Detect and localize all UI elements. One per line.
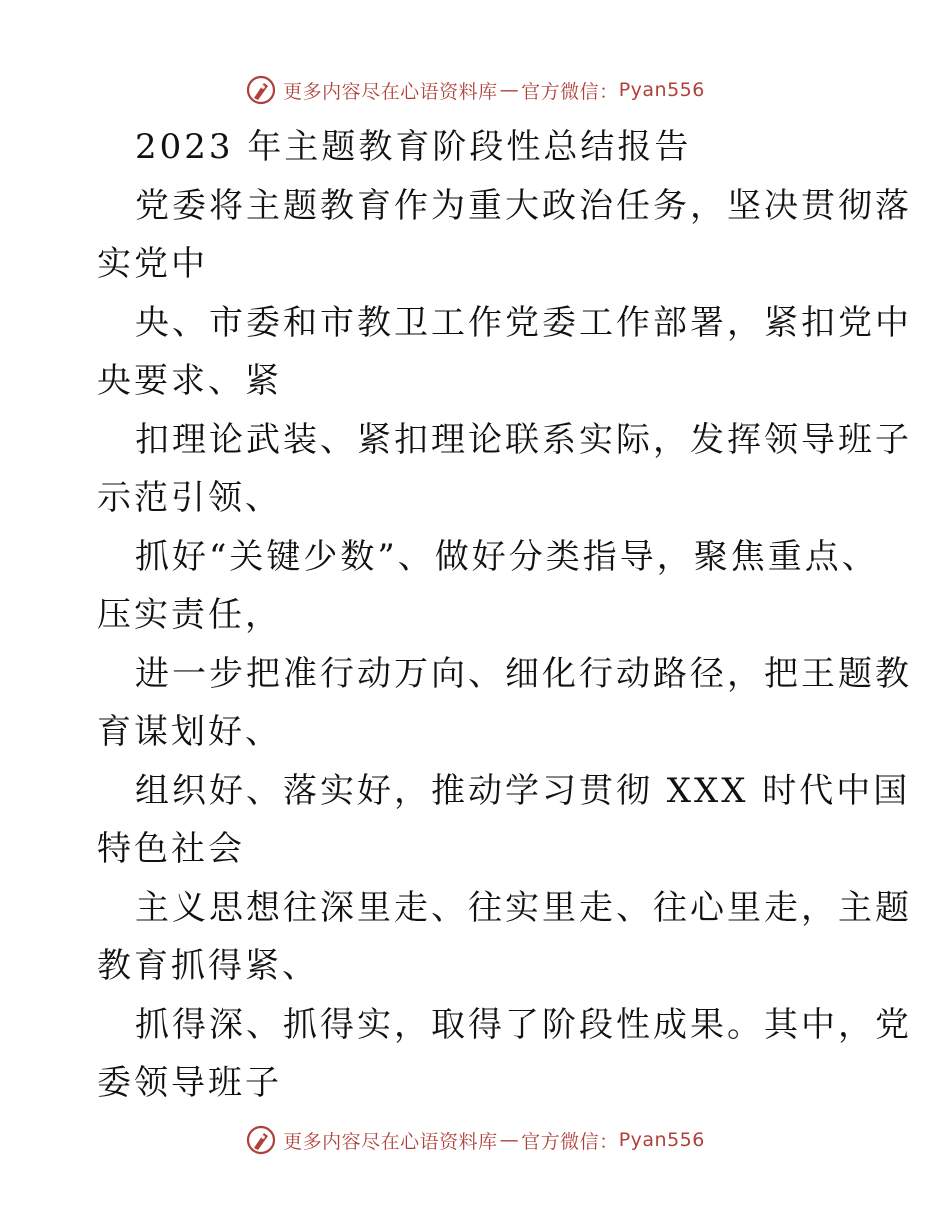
document-body bbox=[97, 118, 912, 1113]
watermark-site-text: 更多内容尽在心语资料库 bbox=[283, 1130, 498, 1153]
paragraph-line: 央、市委和市教卫工作党委工作部署，紧扣党中 bbox=[135, 302, 912, 343]
paragraph-line: 组织好、落实好，推动学习贯彻 XXX 时代中国 bbox=[135, 770, 911, 811]
paragraph-line: 抓得深、抓得实，取得了阶段性成果。其中，党 bbox=[135, 1004, 912, 1045]
paragraph-line: 进一步把准行动万向、细化行动路径，把王题教 bbox=[135, 653, 912, 694]
watermark-wechat-label: 官方微信： bbox=[521, 1130, 619, 1153]
paragraph-line: 特色社会 bbox=[97, 829, 245, 869]
paragraph-line: 育谋划好、 bbox=[97, 712, 282, 752]
paragraph-line: 央要求、紧 bbox=[97, 361, 282, 401]
paragraph-line: 扣理论武装、紧扣理论联系实际，发挥领导班子 bbox=[135, 419, 912, 460]
pen-nib-circle-icon bbox=[245, 74, 277, 106]
paragraph-line: 实党中 bbox=[97, 244, 208, 284]
document-title: 2023 年主题教育阶段性总结报告 bbox=[135, 127, 692, 167]
paragraph-line: 示范引领、 bbox=[97, 478, 282, 518]
watermark-wechat-id: Pyan556 bbox=[618, 79, 705, 101]
paragraph-line: 压实责任， bbox=[97, 595, 282, 635]
pen-nib-circle-icon bbox=[245, 1124, 277, 1156]
paragraph-line: 抓好“关键少数”、做好分类指导，聚焦重点、 bbox=[135, 536, 879, 577]
watermark-separator: — bbox=[499, 1129, 520, 1151]
watermark-separator: — bbox=[499, 79, 520, 101]
footer-watermark bbox=[0, 1120, 950, 1160]
paragraph-line: 委领导班子 bbox=[97, 1063, 282, 1103]
header-watermark bbox=[0, 70, 950, 110]
watermark-wechat-id: Pyan556 bbox=[618, 1129, 705, 1151]
paragraph-line: 党委将主题教育作为重大政治任务，坚决贯彻落 bbox=[135, 185, 912, 226]
paragraph-line: 主义思想往深里走、往实里走、往心里走，主题 bbox=[135, 887, 912, 928]
watermark-site-text: 更多内容尽在心语资料库 bbox=[283, 80, 498, 103]
paragraph-line: 教育抓得紧、 bbox=[97, 946, 319, 986]
watermark-wechat-label: 官方微信： bbox=[521, 80, 619, 103]
